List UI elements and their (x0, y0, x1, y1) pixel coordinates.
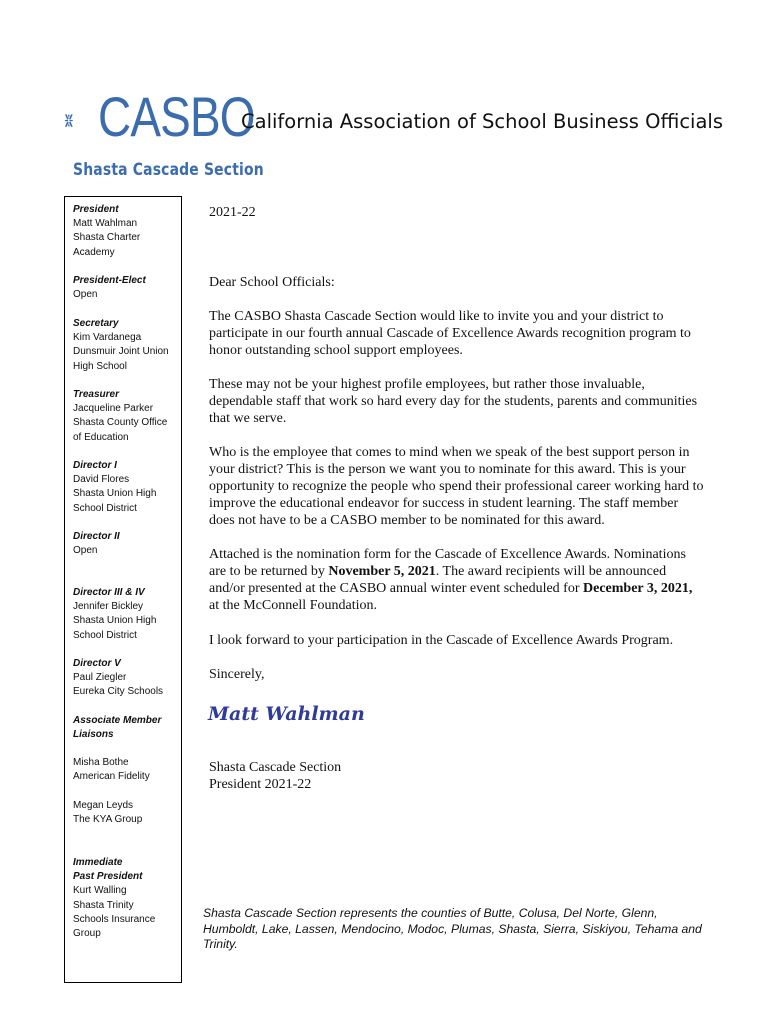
officer-line: Shasta Union High (73, 615, 157, 627)
officer-line: Group (73, 928, 101, 940)
letter-paragraph-3 (209, 444, 712, 529)
officer-line: Shasta Union High (73, 488, 157, 500)
officer-secretary (73, 317, 169, 374)
officer-line: Dunsmuir Joint Union (73, 346, 169, 358)
officer-past-president (73, 856, 155, 941)
letter-text: are to be returned by (209, 564, 329, 579)
letter-salutation: Dear School Officials: (209, 275, 335, 290)
letter-line: your district? This is the person we want you to nominate for this award. This is your (209, 462, 686, 477)
letter-line: Who is the employee that comes to mind when we speak of the best support person in (209, 445, 690, 460)
officer-line: David Flores (73, 474, 130, 486)
officer-role: Past President (73, 871, 143, 883)
letter-text: . The award recipients will be announced (435, 564, 667, 579)
officer-role: Director III & IV (73, 587, 145, 598)
officer-role: Director I (73, 460, 117, 471)
officer-line: Jennifer Bickley (73, 601, 144, 613)
officer-director-2 (73, 530, 120, 558)
officer-line: Academy (73, 246, 115, 258)
officer-line: Paul Ziegler (73, 672, 127, 684)
officer-role: Director V (73, 658, 121, 669)
officer-line: School District (73, 502, 137, 514)
officer-president (73, 203, 140, 260)
casbo-logo-wordmark: CASBO (98, 85, 255, 148)
officer-line: Kurt Walling (73, 885, 127, 897)
letter-line: President 2021-22 (209, 777, 312, 792)
officer-line: Schools Insurance (73, 913, 156, 925)
officer-director-5 (73, 657, 163, 700)
officer-sidebar (64, 196, 182, 983)
officer-line: Misha Bothe (73, 757, 129, 768)
officer-line: American Fidelity (73, 771, 150, 783)
officer-line: Open (73, 289, 98, 301)
letter-line: Attached is the nomination form for the Cascade of Excellence Awards. Nominations (209, 547, 686, 562)
letter-line: dependable staff that work so hard every day for the students, parents and communities (209, 394, 698, 409)
officer-director-3-4 (73, 586, 156, 643)
org-name: California Association of School Business Officials (241, 110, 724, 133)
officer-line: Megan Leyds (73, 800, 134, 811)
officer-line: The KYA Group (73, 814, 143, 826)
signature: Matt Wahlman (208, 703, 365, 725)
section-title: Shasta Cascade Section (73, 160, 264, 180)
counties-footer-note: Shasta Cascade Section represents the counties of Butte, Colusa, Del Norte, Glenn, Humboldt, Lake, Lassen, Mendocino, Modoc, Plumas, Shasta, Sierra, Siskiyou, Tehama and Trinity. (203, 906, 702, 951)
officer-line: Jacqueline Parker (73, 403, 154, 415)
officer-role: Secretary (73, 318, 119, 329)
letter-line: at the McConnell Foundation. (209, 598, 377, 613)
signer-title (209, 759, 712, 793)
letter-line: does not have to be a CASBO member to be nominated for this award. (209, 513, 605, 528)
officer-role: Treasurer (73, 389, 119, 400)
officer-treasurer (73, 388, 167, 445)
casbo-star-logo-icon (65, 92, 101, 150)
officer-line: Open (73, 545, 98, 557)
letter-line: honor outstanding school support employees. (209, 343, 463, 358)
letter-paragraph-2 (209, 376, 712, 427)
officer-liaison-2 (73, 799, 142, 827)
letter-line: Shasta Cascade Section (209, 760, 342, 775)
letter-closing: Sincerely, (209, 667, 265, 682)
officer-role: Liaisons (73, 729, 114, 741)
officer-associate-liaisons (73, 714, 161, 742)
nomination-deadline: November 5, 2021 (328, 564, 436, 579)
letter-line: These may not be your highest profile employees, but rather those invaluable, (209, 377, 645, 392)
letter-paragraph-5: I look forward to your participation in the Cascade of Excellence Awards Program. (209, 633, 674, 648)
letter-line: opportunity to recognize the people who spend their professional career working hard to (209, 479, 704, 494)
event-date: December 3, 2021, (583, 581, 693, 596)
officer-liaison-1 (73, 756, 150, 784)
letter-line: improve the educational endeavor for success in student learning. The staff member (209, 496, 679, 511)
officer-line: Shasta Charter (73, 232, 141, 244)
letter-line: participate in our fourth annual Cascade of Excellence Awards recognition program to (209, 326, 691, 341)
officer-line: School District (73, 629, 137, 641)
officer-role: Immediate (73, 857, 123, 868)
officer-line: High School (73, 360, 127, 372)
officer-role: Associate Member (73, 715, 162, 726)
officer-president-elect (73, 274, 146, 302)
letter-line: The CASBO Shasta Cascade Section would like to invite you and your district to (209, 309, 664, 324)
letter-paragraph-4 (209, 546, 712, 614)
letter-line (209, 580, 712, 597)
officer-line: Kim Vardanega (73, 332, 142, 344)
letter-line (209, 563, 712, 580)
letter-line: that we serve. (209, 411, 287, 426)
officer-line: of Education (73, 431, 129, 443)
officer-role: President-Elect (73, 275, 146, 286)
officer-line: Shasta Trinity (73, 899, 134, 911)
letter-year: 2021-22 (209, 205, 256, 220)
officer-director-1 (73, 459, 156, 516)
officer-role: President (73, 204, 119, 215)
letter-text: and/or presented at the CASBO annual winter event scheduled for (209, 581, 584, 596)
letter-paragraph-1 (209, 308, 712, 359)
officer-line: Matt Wahlman (73, 218, 138, 230)
officer-line: Eureka City Schools (73, 686, 164, 698)
officer-role: Director II (73, 531, 120, 542)
officer-line: Shasta County Office (73, 417, 168, 429)
